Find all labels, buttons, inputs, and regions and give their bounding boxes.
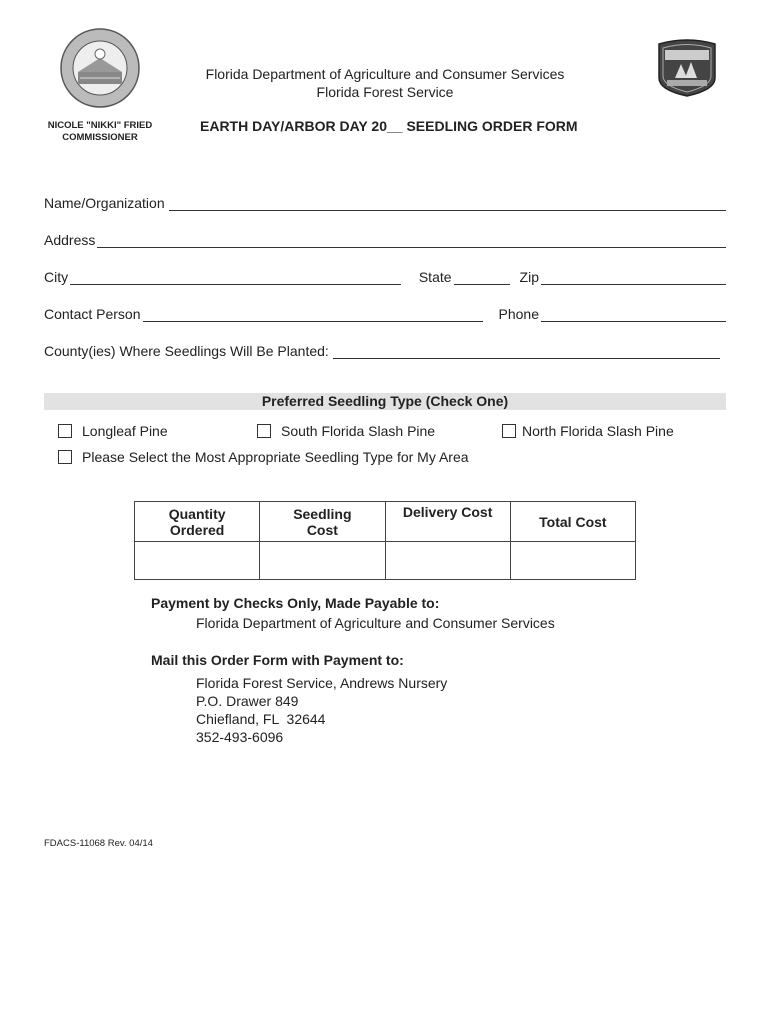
total-cost-header xyxy=(510,502,635,542)
contact-person-label: Contact Person xyxy=(44,306,141,322)
table-row xyxy=(135,542,636,580)
header-line: Quantity xyxy=(168,505,226,522)
city-state-zip-row xyxy=(44,265,726,285)
address-input[interactable] xyxy=(97,231,726,248)
delivery-cost-header xyxy=(385,502,510,542)
form-title: EARTH DAY/ARBOR DAY 20__ SEEDLING ORDER FORM xyxy=(200,118,578,134)
quantity-ordered-header xyxy=(135,502,260,542)
option-label: North Florida Slash Pine xyxy=(522,423,674,439)
address-label: Address xyxy=(44,232,96,248)
seedling-cost-cell[interactable] xyxy=(260,542,385,580)
mail-heading: Mail this Order Form with Payment to: xyxy=(151,652,404,668)
address-line: Chiefland, FL 32644 xyxy=(196,711,326,727)
address-line: Florida Forest Service, Andrews Nursery xyxy=(196,675,448,691)
name-row xyxy=(44,191,726,211)
state-input[interactable] xyxy=(454,268,510,285)
option-label: Please Select the Most Appropriate Seedling Type for My Area xyxy=(82,449,469,465)
commissioner-name: NICOLE "NIKKI" FRIED xyxy=(47,120,153,131)
order-table xyxy=(134,501,636,580)
form-number: FDACS-11068 Rev. 04/14 xyxy=(44,838,153,849)
phone-input[interactable] xyxy=(541,305,726,322)
commissioner-title: COMMISSIONER xyxy=(62,132,138,143)
option-label: South Florida Slash Pine xyxy=(281,423,436,439)
county-row xyxy=(44,339,720,359)
header-line: Cost xyxy=(306,521,338,538)
checkbox[interactable] xyxy=(58,450,72,464)
commissioner-block xyxy=(30,120,170,144)
zip-input[interactable] xyxy=(541,268,726,285)
header-line: Delivery Cost xyxy=(402,504,493,520)
zip-label: Zip xyxy=(519,269,539,285)
table-header-row xyxy=(135,502,636,542)
division-name: Florida Forest Service xyxy=(316,84,454,100)
quantity-ordered-cell[interactable] xyxy=(135,542,260,580)
city-label: City xyxy=(44,269,69,285)
name-label: Name/Organization xyxy=(44,195,165,211)
contact-person-input[interactable] xyxy=(143,305,483,322)
county-input[interactable] xyxy=(333,342,720,359)
seedling-cost-header xyxy=(260,502,385,542)
header-line: Seedling xyxy=(293,505,352,522)
phone-label: Phone xyxy=(498,306,539,322)
contact-phone-row xyxy=(44,302,726,322)
option-most-appropriate[interactable] xyxy=(58,449,469,465)
payment-heading: Payment by Checks Only, Made Payable to: xyxy=(151,595,440,611)
total-cost-cell[interactable] xyxy=(510,542,635,580)
payee-name: Florida Department of Agriculture and Consumer Services xyxy=(196,615,555,631)
option-north-florida-slash-pine[interactable] xyxy=(502,423,674,439)
header-line: Ordered xyxy=(169,521,225,538)
agency-name: Florida Department of Agriculture and Consumer Services xyxy=(205,66,565,82)
checkbox[interactable] xyxy=(257,424,271,438)
name-organization-input[interactable] xyxy=(169,194,726,211)
checkbox[interactable] xyxy=(502,424,516,438)
option-south-florida-slash-pine[interactable] xyxy=(257,423,435,439)
option-label: Longleaf Pine xyxy=(82,423,168,439)
address-line: P.O. Drawer 849 xyxy=(196,693,299,709)
option-longleaf-pine[interactable] xyxy=(58,423,168,439)
city-input[interactable] xyxy=(70,268,401,285)
seedling-type-heading: Preferred Seedling Type (Check One) xyxy=(44,393,726,410)
address-line: 352-493-6096 xyxy=(196,729,284,745)
header-line: Total Cost xyxy=(539,513,607,530)
state-label: State xyxy=(418,269,452,285)
address-row xyxy=(44,228,726,248)
mailing-address xyxy=(196,674,447,746)
county-label: County(ies) Where Seedlings Will Be Planted: xyxy=(44,343,329,359)
delivery-cost-cell[interactable] xyxy=(385,542,510,580)
checkbox[interactable] xyxy=(58,424,72,438)
